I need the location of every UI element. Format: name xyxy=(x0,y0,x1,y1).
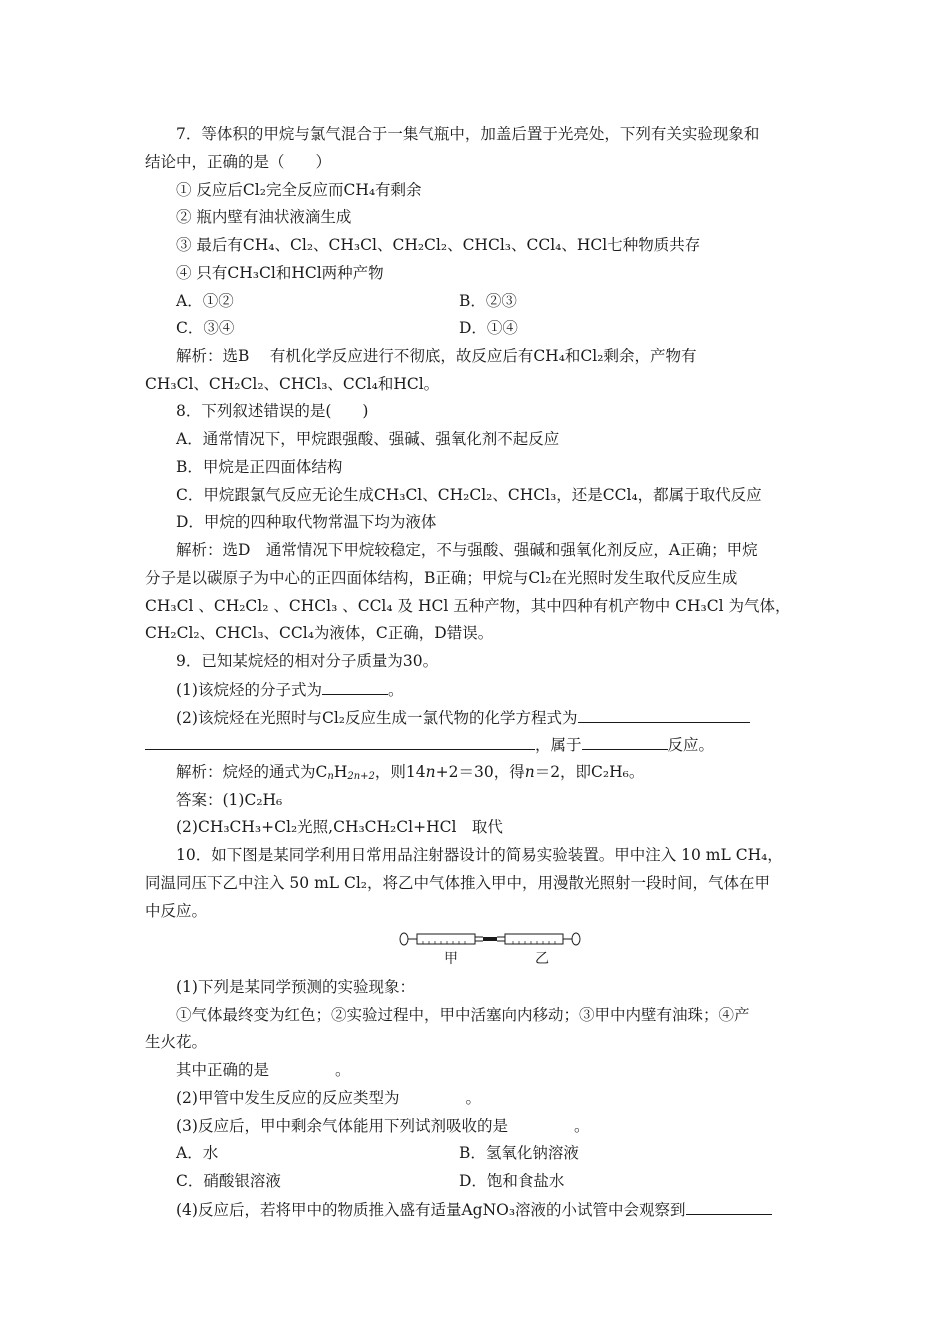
q9-analysis xyxy=(176,761,644,783)
q10-part-1-items: ①气体最终变为红色；②实验过程中，甲中活塞向内移动；③甲中内壁有油珠；④产 xyxy=(176,1006,750,1024)
q8-option-a: A．通常情况下，甲烷跟强酸、强碱、强氧化剂不起反应 xyxy=(176,430,560,448)
figure-label-jia: 甲 xyxy=(444,951,458,967)
q9-answer-2: (2)CH₃CH₃+Cl₂光照,CH₃CH₂Cl+HCl 取代 xyxy=(176,818,503,836)
q10-part-1: (1)下列是某同学预测的实验现象： xyxy=(176,978,415,996)
q10-part-3-end: 。 xyxy=(573,1117,590,1135)
q9-part-1-end: 。 xyxy=(387,681,404,699)
q9-part-2-text: (2)该烷烃在光照时与Cl₂反应生成一氯代物的化学方程式为 xyxy=(176,709,578,727)
q10-part-1-question-end: 。 xyxy=(335,1061,351,1079)
q7-option-d: D．①④ xyxy=(459,319,518,337)
q9-analysis-h: H xyxy=(333,763,348,781)
q10-stem: 10．如下图是某同学利用日常用品注射器设计的简易实验装置。甲中注入 10 mL CH₄， xyxy=(176,846,783,864)
q10-part-1-question xyxy=(176,1059,351,1081)
q9-stem: 9．已知某烷烃的相对分子质量为30。 xyxy=(176,652,439,670)
q9-part-1-text: (1)该烷烃的分子式为 xyxy=(176,681,322,699)
q7-stem: 7．等体积的甲烷与氯气混合于一集气瓶中，加盖后置于光亮处，下列有关实验现象和 xyxy=(176,125,760,143)
q9-answer-1: 答案：(1)C₂H₆ xyxy=(176,791,283,809)
q8-analysis-cont-3: CH₂Cl₂、CHCl₃、CCl₄为液体，C正确，D错误。 xyxy=(145,624,494,642)
syringe-apparatus-figure xyxy=(397,928,583,950)
q9-analysis-sub: 2n+2 xyxy=(347,771,375,782)
q7-statement-2: ② 瓶内壁有油状液滴生成 xyxy=(176,208,352,226)
q8-option-c: C．甲烷跟氯气反应无论生成CH₃Cl、CH₂Cl₂、CHCl₃，还是CCl₄，都属于取代反应 xyxy=(176,486,762,504)
figure-label-yi: 乙 xyxy=(535,951,549,967)
q9-analysis-text: 解析：烷烃的通式为C xyxy=(176,763,328,781)
q9-analysis-mid: ，则14 xyxy=(374,763,426,781)
answer-blank[interactable] xyxy=(582,733,668,750)
q7-option-c: C．③④ xyxy=(176,319,235,337)
q10-part-2-end: 。 xyxy=(465,1089,481,1107)
q10-part-4 xyxy=(176,1198,772,1220)
q10-part-2-text: (2)甲管中发生反应的反应类型为 xyxy=(176,1089,400,1107)
q10-part-2 xyxy=(176,1087,481,1109)
var-n: n xyxy=(524,763,535,781)
q10-part-3-text: (3)反应后，甲中剩余气体能用下列试剂吸收的是 xyxy=(176,1117,508,1135)
answer-blank[interactable] xyxy=(145,733,535,750)
answer-blank[interactable] xyxy=(578,706,750,723)
q9-part-2-end: 反应。 xyxy=(667,736,715,754)
q7-analysis-cont: CH₃Cl、CH₂Cl₂、CHCl₃、CCl₄和HCl。 xyxy=(145,375,440,393)
answer-blank[interactable] xyxy=(686,1198,772,1215)
q10-part-1-question-text: 其中正确的是 xyxy=(176,1061,270,1079)
q10-option-a: A．水 xyxy=(176,1144,219,1162)
q8-option-b: B．甲烷是正四面体结构 xyxy=(176,458,343,476)
q7-statement-1: ① 反应后Cl₂完全反应而CH₄有剩余 xyxy=(176,181,422,199)
var-n: n xyxy=(425,763,436,781)
q10-part-3 xyxy=(176,1115,589,1137)
q9-part-1 xyxy=(176,678,403,700)
q9-part-2-mid: ，属于 xyxy=(535,736,582,754)
q10-part-4-text: (4)反应后，若将甲中的物质推入盛有适量AgNO₃溶液的小试管中会观察到 xyxy=(176,1201,686,1219)
q7-statement-4: ④ 只有CH₃Cl和HCl两种产物 xyxy=(176,264,384,282)
q9-part-2 xyxy=(176,706,750,728)
q10-option-b: B．氢氧化钠溶液 xyxy=(459,1144,579,1162)
var-n: n xyxy=(327,771,334,782)
q9-part-2-cont xyxy=(145,733,714,755)
syringe-jia-icon xyxy=(400,933,483,945)
q7-option-a: A．①② xyxy=(176,292,234,310)
q7-option-b: B．②③ xyxy=(459,292,517,310)
q7-statement-3: ③ 最后有CH₄、Cl₂、CH₃Cl、CH₂Cl₂、CHCl₃、CCl₄、HCl七种物质共存 xyxy=(176,236,701,254)
q9-analysis-mid2: +2＝30，得 xyxy=(435,763,525,781)
q10-stem-cont-1: 同温同压下乙中注入 50 mL Cl₂，将乙中气体推入甲中，用漫散光照射一段时间，气体在甲 xyxy=(145,874,771,892)
q10-part-1-items-cont: 生火花。 xyxy=(145,1033,208,1051)
q9-analysis-mid3: ＝2，即C₂H₆。 xyxy=(534,763,645,781)
q8-analysis: 解析：选D 通常情况下甲烷较稳定，不与强酸、强碱和强氧化剂反应，A正确；甲烷 xyxy=(176,541,758,559)
q8-stem: 8．下列叙述错误的是( ) xyxy=(176,402,369,420)
q10-stem-cont-2: 中反应。 xyxy=(145,902,208,920)
q8-option-d: D．甲烷的四种取代物常温下均为液体 xyxy=(176,513,437,531)
syringe-yi-icon xyxy=(497,933,580,945)
q7-analysis: 解析：选B 有机化学反应进行不彻底，故反应后有CH₄和Cl₂剩余，产物有 xyxy=(176,347,697,365)
q10-option-c: C．硝酸银溶液 xyxy=(176,1172,281,1190)
q10-option-d: D．饱和食盐水 xyxy=(459,1172,565,1190)
q8-analysis-cont-2: CH₃Cl 、CH₂Cl₂ 、CHCl₃ 、CCl₄ 及 HCl 五种产物，其中四种有机产物中 CH₃Cl 为气体， xyxy=(145,597,791,615)
answer-blank[interactable] xyxy=(322,678,388,695)
q7-stem-cont: 结论中，正确的是（ ） xyxy=(145,153,332,171)
q8-analysis-cont-1: 分子是以碳原子为中心的正四面体结构，B正确；甲烷与Cl₂在光照时发生取代反应生成 xyxy=(145,569,738,587)
connector-tube xyxy=(483,937,497,941)
